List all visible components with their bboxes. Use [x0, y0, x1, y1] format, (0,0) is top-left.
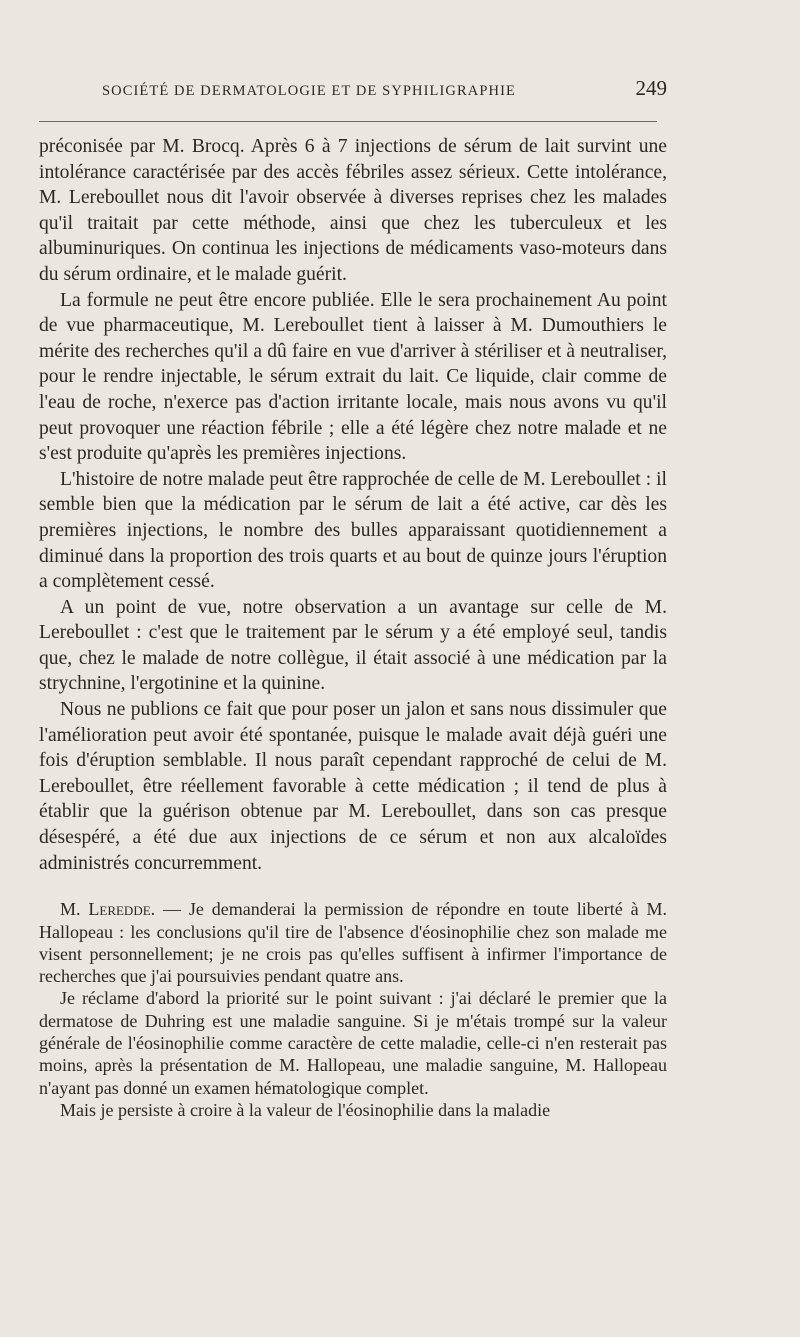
speaker-name: M. Leredde.	[60, 899, 156, 920]
header-rule	[39, 121, 657, 122]
paragraph: La formule ne peut être encore publiée. Elle le sera prochainement Au point de vue pharmaceutique, M. Lereboullet tient à laisser à M. Dumouthiers le mérite des recherches qu'il a dû faire en vue d'arriver à stériliser et à neutraliser, pour le rendre injectable, le sérum extrait du lait. Ce liquide, clair comme de l'eau de roche, n'exerce pas d'action irritante locale, mais nous avons vu qu'il peut provoquer une réaction fébrile ; elle a été légère chez notre malade et ne s'est produite qu'après les premières injections.	[39, 289, 667, 465]
speaker-remark: — Je demanderai la permission de répondre en toute liberté à M. Hallopeau : les conclusions qu'il tire de l'absence d'éosinophilie chez son malade me visent personnellement; je ne crois pas qu'elles suffisent à infirmer l'importance de recherches que j'ai poursuivies pendant quatre ans.	[39, 899, 667, 987]
discussion-text	[39, 898, 667, 1121]
paragraph: Nous ne publions ce fait que pour poser un jalon et sans nous dissimuler que l'amélioration peut avoir été spontanée, puisque le malade avait déjà guéri une fois d'éruption semblable. Il nous paraît cependant rapproché de celui de M. Lereboullet, être réellement favorable à cette médication ; il tend de plus à établir que la guérison obtenue par M. Lereboullet, dans son cas presque désespéré, a été due aux injections de ce sérum et non aux alcaloïdes administrés concurremment.	[39, 699, 667, 874]
paragraph: A un point de vue, notre observation a un avantage sur celle de M. Lereboullet : c'est que le traitement par le sérum y a été employé seul, tandis que, chez le malade de notre collègue, il était associé à une médication par la strychnine, l'ergotinine et la quinine.	[39, 596, 667, 695]
page-body	[39, 134, 667, 1121]
running-title: SOCIÉTÉ DE DERMATOLOGIE ET DE SYPHILIGRAPHIE	[102, 83, 516, 99]
paragraph: L'histoire de notre malade peut être rapprochée de celle de M. Lereboullet : il semble bien que la médication par le sérum de lait a été active, car dès les premières injections, le nombre des bulles apparaissant quotidiennement a diminué dans la proportion des trois quarts et au bout de quinze jours l'éruption a complètement cessé.	[39, 468, 667, 593]
paragraph: préconisée par M. Brocq. Après 6 à 7 injections de sérum de lait survint une intolérance caractérisée par des accès fébriles assez sérieux. Cette intolérance, M. Lereboullet nous dit l'avoir observée à diverses reprises chez les malades qu'il traitait par cette méthode, ainsi que chez les tuberculeux et les albuminuriques. On continua les injections de médicaments vaso-moteurs dans du sérum ordinaire, et le malade guérit.	[39, 136, 667, 285]
discussion-paragraph: Mais je persiste à croire à la valeur de l'éosinophilie dans la maladie	[60, 1099, 551, 1120]
discussion-paragraph	[39, 898, 667, 987]
discussion-paragraph: Je réclame d'abord la priorité sur le point suivant : j'ai déclaré le premier que la dermatose de Duhring est une maladie sanguine. Si je m'étais trompé sur la valeur générale de l'éosinophilie comme caractère de cette maladie, celle-ci n'en resterait pas moins, après la présentation de M. Hallopeau, une maladie sanguine, M. Hallopeau n'ayant pas donné un examen hématologique complet.	[39, 988, 667, 1098]
running-head	[39, 76, 667, 101]
main-text	[39, 134, 667, 876]
page-number: 249	[635, 76, 667, 100]
